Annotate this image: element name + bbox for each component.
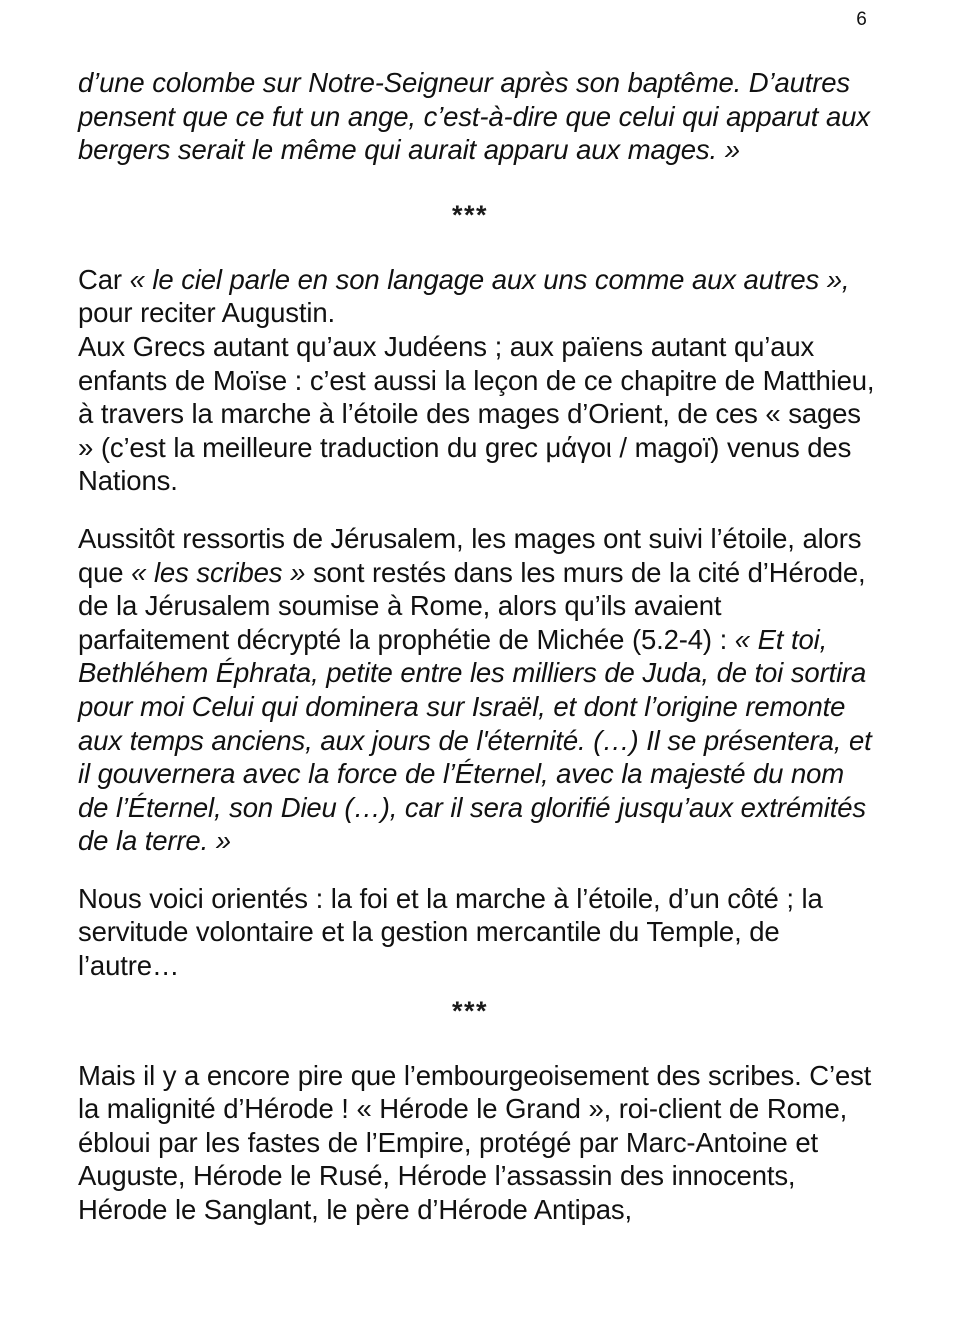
paragraph-grecs bbox=[78, 330, 878, 498]
michee-lead-1-text: Aussitôt ressortis de Jérusalem, les mages ont suivi l’étoile, alors que bbox=[78, 522, 862, 588]
paragraph-augustin-lead bbox=[78, 263, 878, 330]
page-body bbox=[78, 66, 878, 1227]
paragraph-herode bbox=[78, 1059, 878, 1227]
spacer bbox=[78, 1026, 878, 1059]
paragraph-orientes-text: Nous voici orientés : la foi et la marche à l’étoile, d’un côté ; la servitude volontaire et la gestion mercantile du Temple, de l’autre… bbox=[78, 882, 823, 982]
spacer bbox=[78, 230, 878, 263]
augustin-quote-text: « le ciel parle en son langage aux uns comme aux autres », bbox=[129, 263, 850, 295]
michee-emphasis-scribes: « les scribes » bbox=[131, 556, 306, 588]
michee-lead-2-text: sont restés dans les murs de la cité d’Hérode, de la Jérusalem soumise à Rome, alors qu’ils avaient parfaitement décrypté la prophétie de Michée (5.2-4) : bbox=[78, 556, 866, 655]
paragraph-grecs-text: Aux Grecs autant qu’aux Judéens ; aux païens autant qu’aux enfants de Moïse : c’est aussi la leçon de ce chapitre de Matthieu, à travers la marche à l’étoile des mages d’Orient, de ces « sages » (c’est la meilleure traduction du grec μάγοι / magoï) venus des Nations. bbox=[78, 330, 875, 497]
augustin-attribution-text: pour reciter Augustin. bbox=[78, 297, 335, 329]
paragraph-continuation bbox=[78, 66, 878, 167]
augustin-lead-text: Car bbox=[78, 263, 130, 295]
paragraph-continuation-text: d’une colombe sur Notre-Seigneur après son baptême. D’autres pensent que ce fut un ange, c’est-à-dire que celui qui apparut aux bergers serait le même qui aurait apparu aux mages. » bbox=[78, 67, 870, 166]
paragraph-orientes bbox=[78, 882, 878, 983]
paragraph-herode-text: Mais il y a encore pire que l’embourgeoisement des scribes. C’est la malignité d’Hérode ! « Hérode le Grand », roi-client de Rome, ébloui par les fastes de l’Empire, protégé par Marc-Antoine et Auguste, Hérode le Rusé, Hérode l’assassin des innocents, Hérode le Sanglant, le père d’Hérode Antipas, bbox=[78, 1059, 872, 1226]
michee-scripture-quote: « Et toi, Bethléhem Éphrata, petite entre les milliers de Juda, de toi sortira pour moi Celui qui dominera sur Israël, et dont l’origine remonte aux temps anciens, aux jours de l'éternité. (…) Il se présentera, et il gouvernera avec la force de l’Éternel, avec la majesté du nom de l’Éternel, son Dieu (…), car il sera glorifié jusqu’aux extrémités de la terre. » bbox=[78, 623, 872, 857]
section-divider-asterisks-2: *** bbox=[452, 995, 489, 1026]
section-divider-asterisks-1: *** bbox=[452, 199, 489, 230]
spacer bbox=[78, 983, 878, 996]
spacer bbox=[78, 498, 878, 522]
spacer bbox=[78, 858, 878, 882]
page-number: 6 bbox=[856, 9, 867, 30]
spacer bbox=[78, 167, 878, 200]
paragraph-michee bbox=[78, 522, 878, 858]
